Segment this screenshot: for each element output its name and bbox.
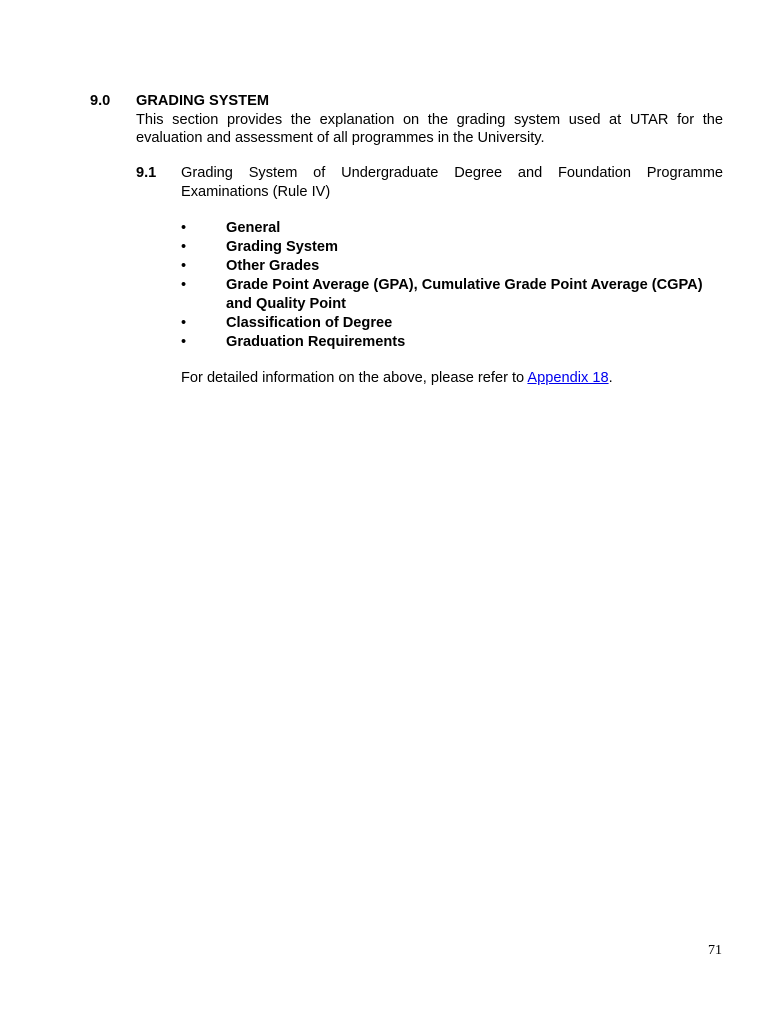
subsection-body (181, 164, 723, 388)
reference-text: For detailed information on the above, please refer to (181, 370, 528, 387)
section-title: GRADING SYSTEM (136, 93, 269, 109)
section-number: 9.0 (90, 93, 111, 109)
bullet-icon: • (181, 258, 187, 275)
list-item-text: Classification of Degree (226, 314, 393, 331)
section-intro: This section provides the explanation on the grading system used at UTAR for the evaluation and assessment of all programmes in the University. (136, 111, 723, 146)
list-item (181, 257, 723, 276)
subsection-title: Grading System of Undergraduate Degree and Foundation Programme Examinations (Rule IV) (181, 165, 723, 200)
subsection-number: 9.1 (136, 165, 157, 181)
list-item (181, 276, 723, 313)
list-item (181, 238, 723, 257)
list-item-text: Graduation Requirements (226, 333, 406, 350)
list-item (181, 333, 723, 352)
list-item (181, 314, 723, 333)
list-item-text: General (226, 220, 281, 236)
list-item-text: Grade Point Average (GPA), Cumulative Grade Point Average (CGPA) and Quality Point (226, 277, 703, 312)
reference-sentence (181, 369, 723, 388)
bullet-icon: • (181, 314, 187, 331)
bullet-icon: • (181, 333, 187, 350)
section-body (136, 92, 723, 148)
bullet-icon: • (181, 220, 187, 236)
topic-list (181, 219, 723, 351)
page-number: 71 (708, 943, 722, 958)
list-item-text: Grading System (226, 239, 338, 256)
reference-period: . (608, 370, 613, 387)
bullet-icon: • (181, 239, 187, 256)
bullet-icon: • (181, 277, 187, 294)
list-item-text: Other Grades (226, 258, 320, 275)
appendix-link[interactable]: Appendix 18 (527, 370, 609, 387)
list-item (181, 219, 723, 238)
